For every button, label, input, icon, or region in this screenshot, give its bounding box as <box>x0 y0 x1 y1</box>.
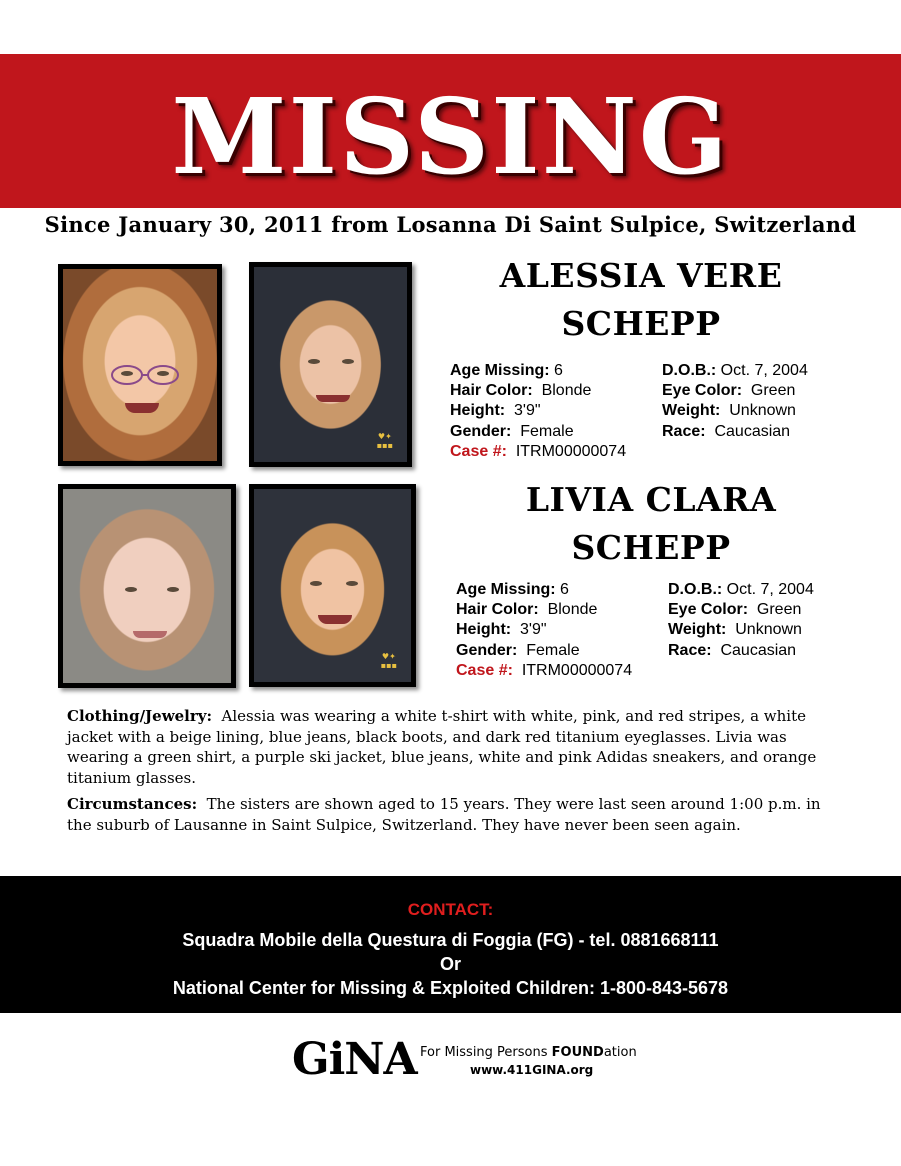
eye-value: Green <box>750 382 796 400</box>
race-value: Caucasian <box>720 641 797 659</box>
hair-label: Hair Color: <box>456 601 539 619</box>
dob-value: Oct. 7, 2004 <box>720 362 808 379</box>
height-value: 3'9" <box>520 621 547 639</box>
weight-label: Weight: <box>668 621 727 639</box>
circumstances-text: The sisters are shown aged to 15 years. They were last seen around 1:00 p.m. in the suburb of Lausanne in Saint Sulpice, Switzerland. They have never been seen again. <box>67 795 821 834</box>
photo-alessia-age-progressed <box>249 262 412 467</box>
gender-label: Gender: <box>456 641 518 659</box>
hair-value: Blonde <box>547 601 598 619</box>
watermark-logo-icon: ♥✦ ▪▪▪ <box>376 432 393 450</box>
dob-value: Oct. 7, 2004 <box>726 581 814 598</box>
facts-alessia-left <box>450 361 626 462</box>
height-value: 3'9" <box>514 402 541 420</box>
gina-logo-text: GiNA <box>292 1034 417 1085</box>
race-label: Race: <box>668 641 712 659</box>
case-value: ITRM00000074 <box>515 442 627 460</box>
contact-line-police: Squadra Mobile della Questura di Foggia (FG) - tel. 0881668111 <box>182 930 719 950</box>
contact-panel <box>0 876 901 1013</box>
name-line-1: ALESSIA VERE <box>499 256 783 295</box>
missing-banner <box>0 54 901 208</box>
photo-livia-age-progressed <box>249 484 416 687</box>
facts-livia-right <box>668 580 814 661</box>
race-value: Caucasian <box>714 422 791 440</box>
weight-label: Weight: <box>662 402 721 420</box>
circumstances-label: Circumstances: <box>67 795 198 813</box>
clothing-text: Alessia was wearing a white t-shirt with white, pink, and red stripes, a white jacket with a beige lining, blue jeans, black boots, and dark red titanium eyeglasses. Livia was wearing a green shirt, a purple ski jacket, blue jeans, white and pink Adidas sneakers, and orange titanium glasses. <box>67 707 817 787</box>
name-line-2: SCHEPP <box>561 304 721 343</box>
race-label: Race: <box>662 422 706 440</box>
weight-value: Unknown <box>735 621 802 639</box>
tagline-strong: FOUND <box>551 1045 604 1060</box>
gina-url: www.411GINA.org <box>470 1063 594 1077</box>
eye-label: Eye Color: <box>668 601 749 619</box>
glasses-icon <box>109 363 181 387</box>
age-label: Age Missing: <box>450 362 550 379</box>
watermark-logo-icon: ♥✦ ▪▪▪ <box>380 652 397 670</box>
child-name-alessia <box>440 252 842 348</box>
photo-livia-child <box>58 484 236 688</box>
gender-label: Gender: <box>450 422 512 440</box>
eye-label: Eye Color: <box>662 382 743 400</box>
hair-value: Blonde <box>541 382 592 400</box>
clothing-paragraph <box>67 706 842 788</box>
tagline-suffix: ation <box>603 1045 637 1060</box>
height-label: Height: <box>450 402 506 420</box>
contact-line-ncmec: National Center for Missing & Exploited Children: 1-800-843-5678 <box>172 978 729 998</box>
age-value: 6 <box>560 581 569 598</box>
case-value: ITRM00000074 <box>521 661 633 679</box>
contact-line-or: Or <box>439 954 461 974</box>
circumstances-paragraph <box>67 794 842 835</box>
facts-alessia-right <box>662 361 808 442</box>
dob-label: D.O.B.: <box>668 581 723 598</box>
hair-label: Hair Color: <box>450 382 533 400</box>
gina-logo <box>292 1034 417 1085</box>
weight-value: Unknown <box>729 402 796 420</box>
case-label: Case #: <box>450 442 507 460</box>
height-label: Height: <box>456 621 512 639</box>
age-value: 6 <box>554 362 563 379</box>
photo-alessia-child <box>58 264 222 466</box>
dob-label: D.O.B.: <box>662 362 717 379</box>
gender-value: Female <box>526 641 580 659</box>
since-line: Since January 30, 2011 from Losanna Di Saint Sulpice, Switzerland <box>44 212 857 237</box>
clothing-label: Clothing/Jewelry: <box>67 707 212 725</box>
facts-livia-left <box>456 580 632 681</box>
gina-tagline <box>420 1045 637 1060</box>
age-label: Age Missing: <box>456 581 556 598</box>
tagline-prefix: For Missing Persons <box>420 1045 552 1060</box>
child-name-livia <box>450 476 852 572</box>
contact-title: CONTACT: <box>407 900 494 919</box>
banner-title: MISSING <box>171 74 730 198</box>
case-label: Case #: <box>456 661 513 679</box>
name-line-2: SCHEPP <box>571 528 731 567</box>
eye-value: Green <box>756 601 802 619</box>
name-line-1: LIVIA CLARA <box>525 480 777 519</box>
gender-value: Female <box>520 422 574 440</box>
